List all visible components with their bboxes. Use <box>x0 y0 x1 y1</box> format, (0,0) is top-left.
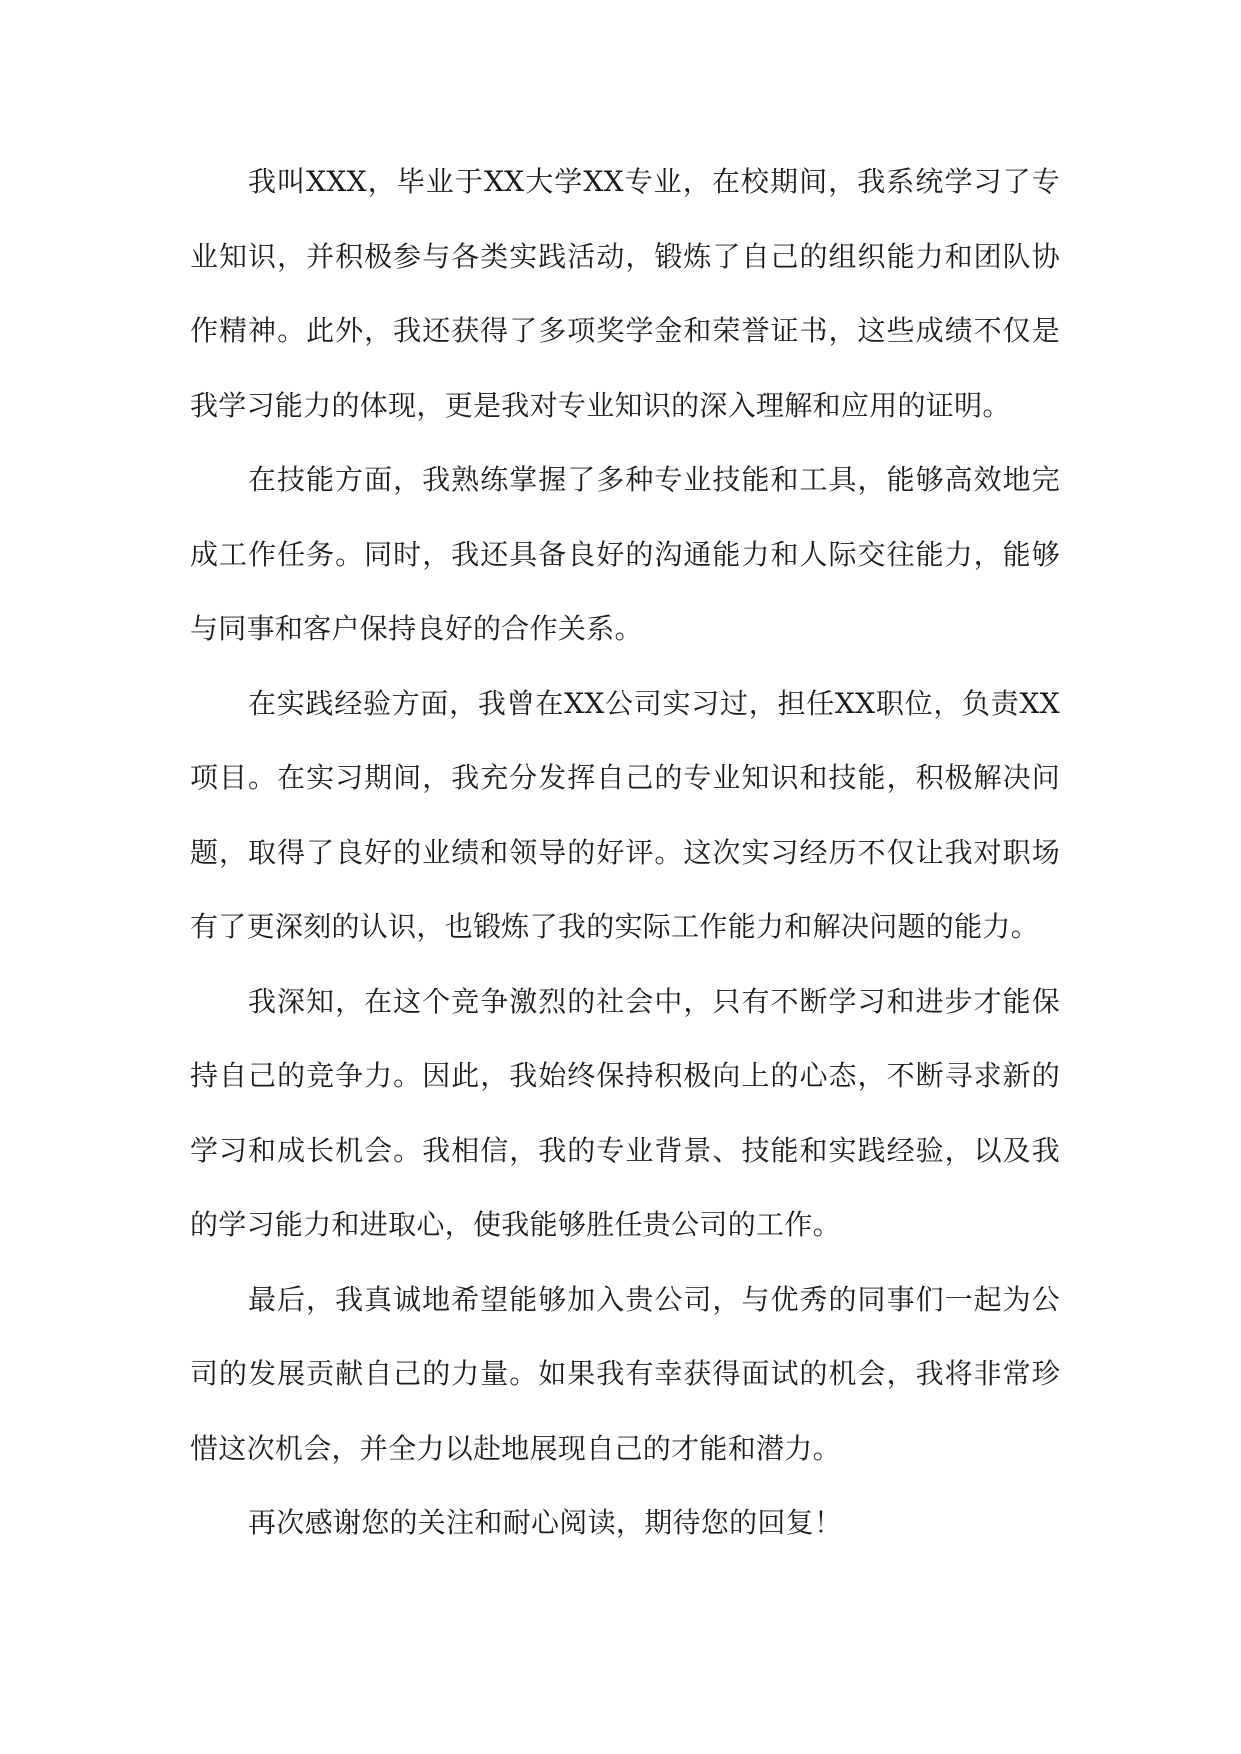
letter-body <box>190 145 1060 1561</box>
paragraph-education: 我叫XXX，毕业于XX大学XX专业，在校期间，我系统学习了专业知识，并积极参与各类实践活动，锻炼了自己的组织能力和团队协作精神。此外，我还获得了多项奖学金和荣誉证书，这些成绩不仅是我学习能力的体现，更是我对专业知识的深入理解和应用的证明。 <box>190 165 1060 422</box>
paragraph-motivation: 我深知，在这个竞争激烈的社会中，只有不断学习和进步才能保持自己的竞争力。因此，我始终保持积极向上的心态，不断寻求新的学习和成长机会。我相信，我的专业背景、技能和实践经验，以及我的学习能力和进取心，使我能够胜任贵公司的工作。 <box>190 984 1060 1241</box>
paragraph-closing: 最后，我真诚地希望能够加入贵公司，与优秀的同事们一起为公司的发展贡献自己的力量。如果我有幸获得面试的机会，我将非常珍惜这次机会，并全力以赴地展现自己的才能和潜力。 <box>190 1282 1060 1465</box>
paragraph-thanks: 再次感谢您的关注和耐心阅读，期待您的回复！ <box>248 1506 843 1539</box>
paragraph-experience: 在实践经验方面，我曾在XX公司实习过，担任XX职位，负责XX项目。在实习期间，我充分发挥自己的专业知识和技能，积极解决问题，取得了良好的业绩和领导的好评。这次实习经历不仅让我对职场有了更深刻的认识，也锻炼了我的实际工作能力和解决问题的能力。 <box>190 686 1060 943</box>
paragraph-skills: 在技能方面，我熟练掌握了多种专业技能和工具，能够高效地完成工作任务。同时，我还具备良好的沟通能力和人际交往能力，能够与同事和客户保持良好的合作关系。 <box>190 463 1060 645</box>
